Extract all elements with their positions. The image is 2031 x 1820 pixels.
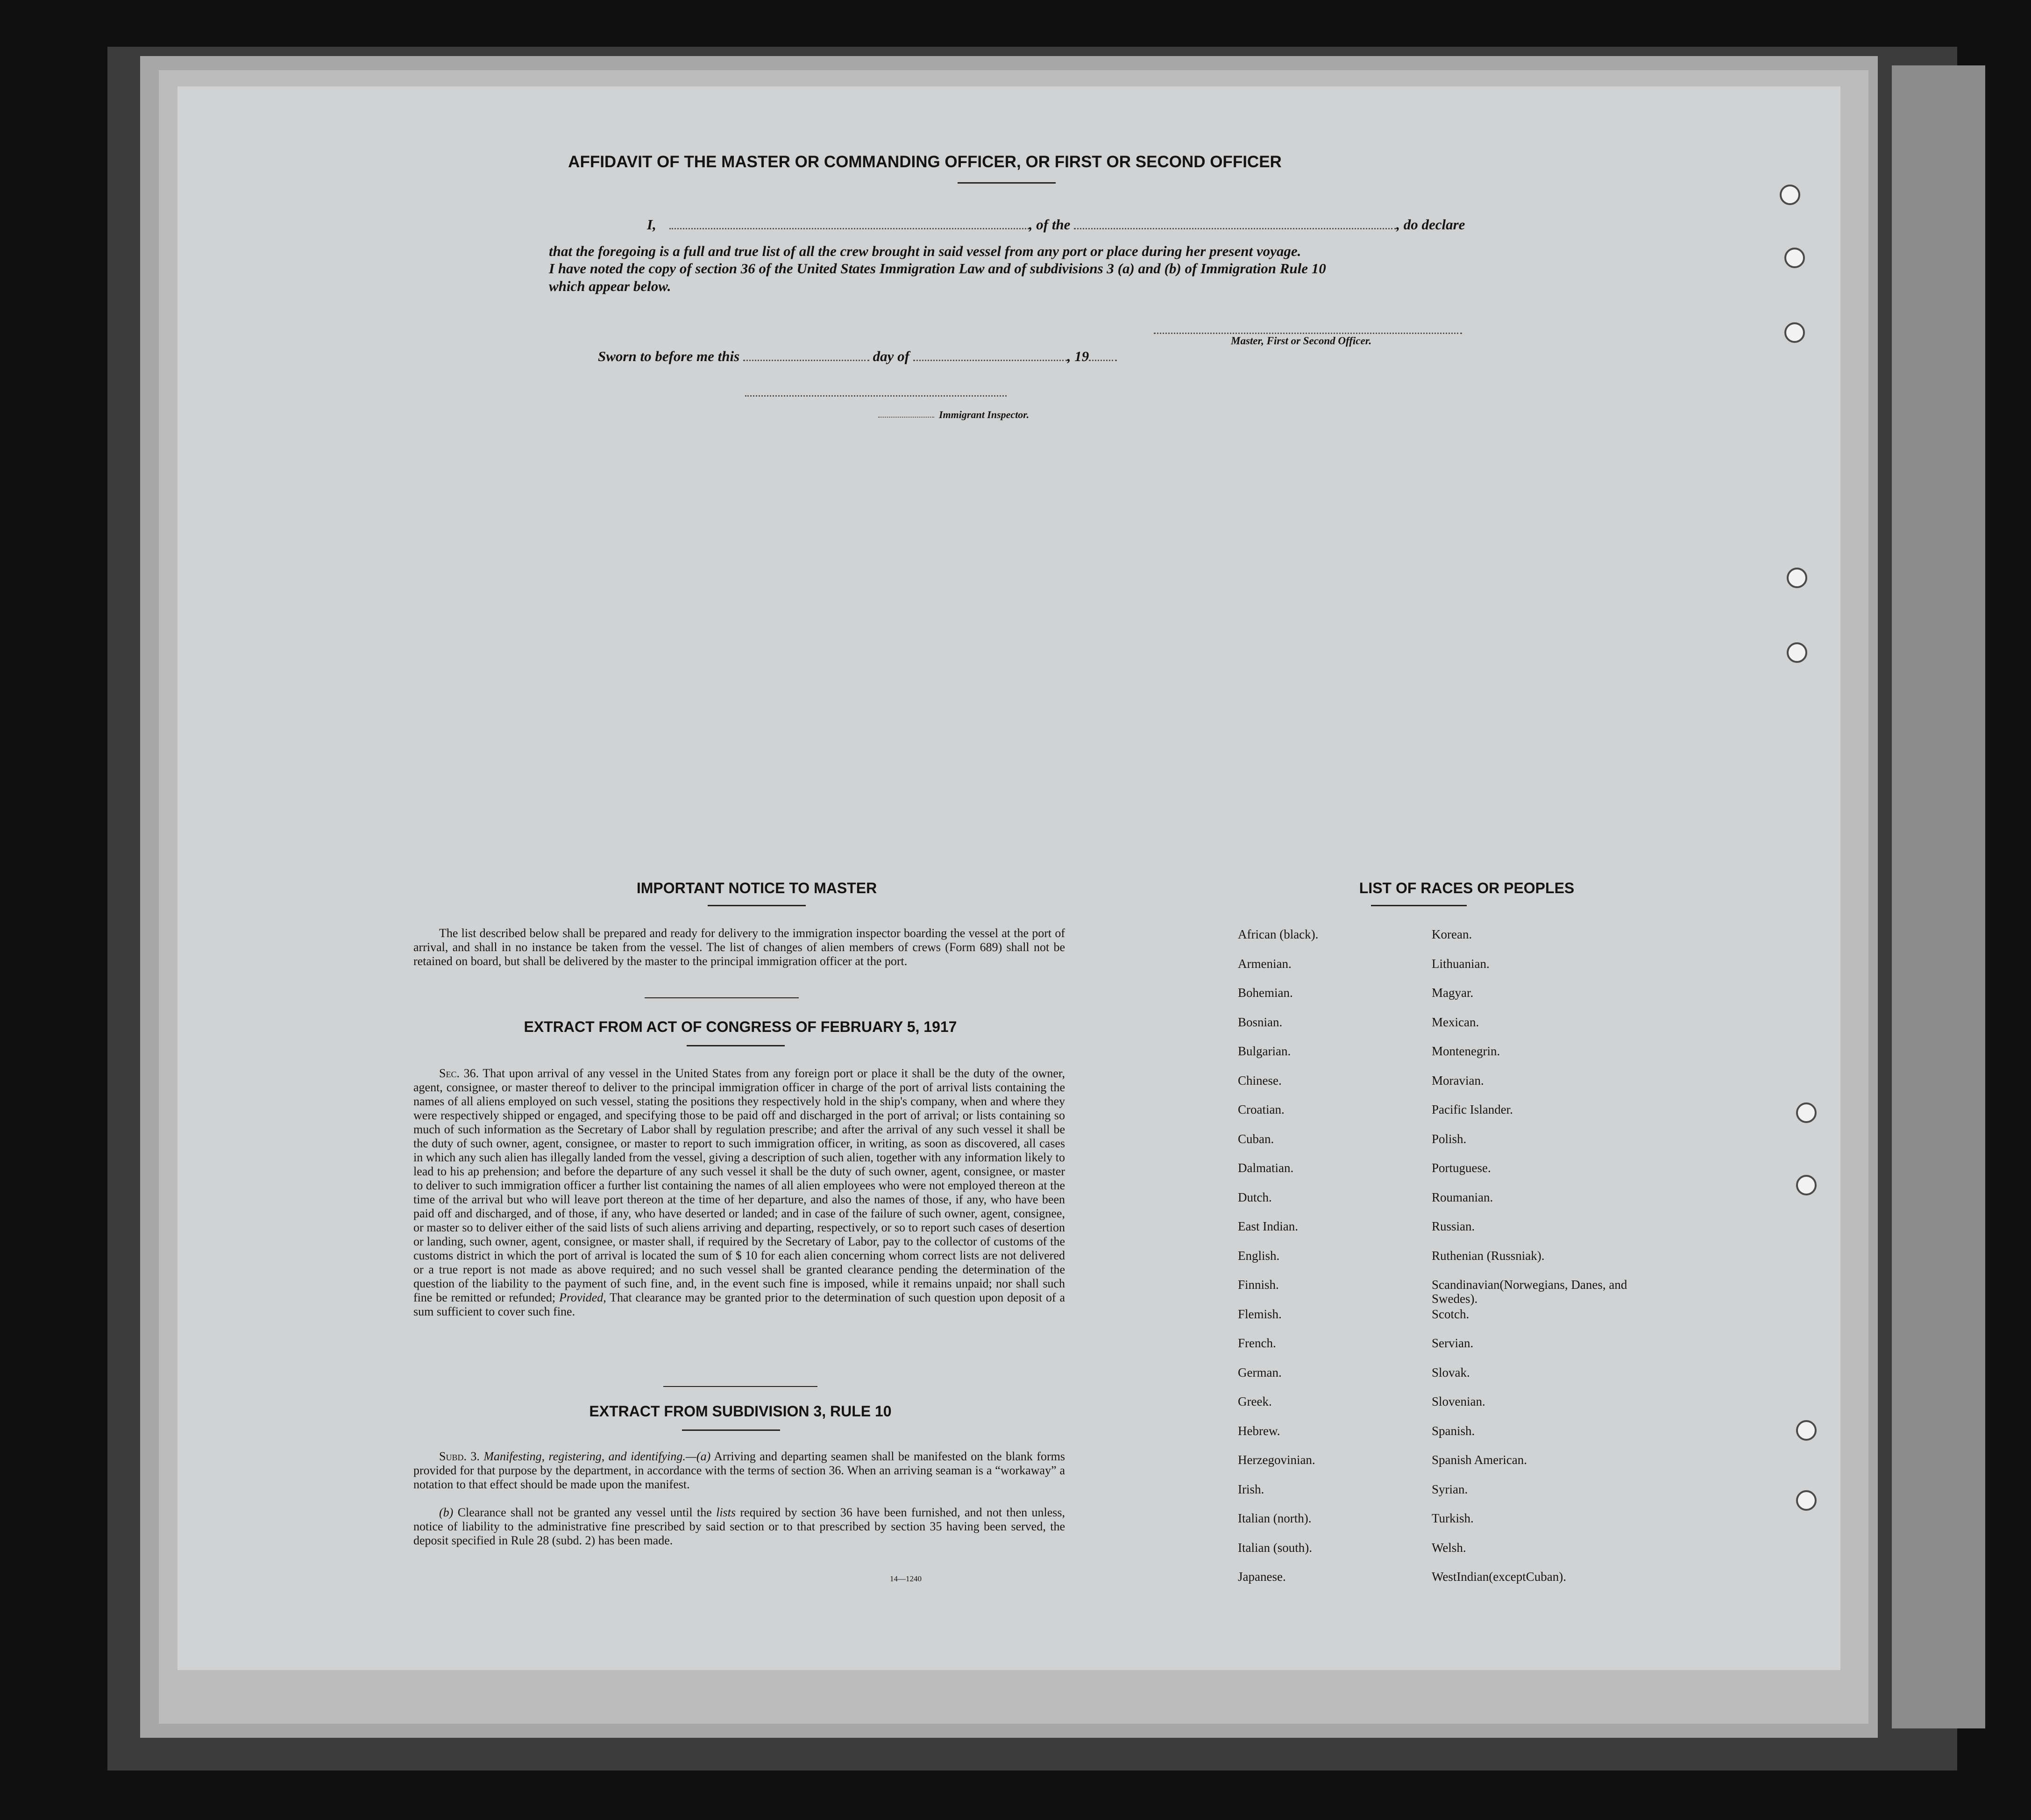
year-label: , 19	[1067, 348, 1089, 364]
section-label: Sec. 36.	[439, 1066, 479, 1080]
race-item: Bosnian.	[1238, 1015, 1283, 1029]
extract-act-underline	[687, 1045, 785, 1046]
lists-word: lists	[716, 1506, 736, 1519]
race-item: Ruthenian (Russniak).	[1432, 1248, 1545, 1263]
of-the-label: , of the	[1029, 216, 1071, 233]
race-item: Servian.	[1432, 1336, 1474, 1350]
race-item: Pacific Islander.	[1432, 1102, 1513, 1116]
affidavit-line-3: I have noted the copy of section 36 of the United States Immigration Law and of subdivisions 3 (a) and (b) of Immigration Rule 10	[549, 260, 1326, 277]
race-item: Scotch.	[1432, 1307, 1470, 1321]
race-item: Scandinavian(Norwegians, Danes, and Swedes).	[1432, 1278, 1627, 1306]
master-signature-caption: Master, First or Second Officer.	[1231, 335, 1372, 347]
race-item: Magyar.	[1432, 986, 1474, 1000]
notice-title-underline	[708, 905, 806, 906]
section-body: That upon arrival of any vessel in the United States from any foreign port or place it shall be the duty of the owner, agent, consignee, or master thereof to deliver to the principal immigration officer in charge of the port of arrival lists containing the names of all aliens employed on such vessel, stating the positions they respectively hold in the ship's company, when and where they were respectively shipped or engaged, and specifying those to be paid off and discharged in the port of arrival; or lists containing so much of such information as the Secretary of Labor shall by regulation prescribe; and after the arrival of any such vessel it shall be the duty of such owner, agent, consignee, or master to report to such immigration officer, in writing, as soon as discovered, all cases in which any such alien has illegally landed from the vessel, giving a description of such alien, together with any information likely to lead to his ap prehension; and before the departure of any such vessel it shall be the duty of such owner, agent, consignee, or master to deliver to such immigration officer a further list containing the names of all alien employees who were not employed thereon at the time of the arrival but who will leave port thereon at the time of her departure, and also the names of those, if any, who have been paid off and discharged, and of those, if any, who have deserted or landed; and in case of the failure of such owner, agent, consignee, or master so to deliver either of the said lists of such aliens arriving and departing, respectively, or so to report such cases of desertion or landing, such owner, agent, consignee, or master shall, if required by the Secretary of Labor, pay to the collector of customs of the customs district in which the port of arrival is located the sum of $ 10 for each alien concerning whom correct lists are not delivered or a true report is not made as above required; and no such vessel shall be granted clearance pending the determination of the question of the liability to the payment of such fine, and, in the event such fine is imposed, while it remains unpaid; nor shall such fine be remitted or refunded;	[413, 1066, 1065, 1304]
notice-title: IMPORTANT NOTICE TO MASTER	[636, 880, 877, 896]
race-item: Mexican.	[1432, 1015, 1479, 1029]
race-item: Montenegrin.	[1432, 1044, 1500, 1058]
race-item: Polish.	[1432, 1131, 1467, 1146]
race-item: Turkish.	[1432, 1511, 1474, 1525]
document-page	[178, 86, 1840, 1670]
race-item: Croatian.	[1238, 1102, 1285, 1116]
extract-rule-title: EXTRACT FROM SUBDIVISION 3, RULE 10	[589, 1403, 892, 1420]
sworn-month-field[interactable]	[913, 359, 1067, 361]
sworn-line	[598, 348, 1392, 365]
adjacent-page-edge	[1892, 65, 1985, 1728]
race-item: Korean.	[1432, 927, 1472, 941]
form-number: 14—1240	[890, 1574, 922, 1583]
race-item: Hebrew.	[1238, 1423, 1280, 1438]
do-declare-label: , do declare	[1396, 216, 1465, 233]
affidavit-line-2: that the foregoing is a full and true list of all the crew brought in said vessel from any port or place during her present voyage.	[549, 243, 1301, 259]
provided-word: Provided,	[559, 1291, 606, 1304]
race-item: Japanese.	[1238, 1570, 1286, 1584]
races-title-underline	[1371, 905, 1467, 906]
race-item: Chinese.	[1238, 1073, 1282, 1088]
notice-divider	[645, 997, 799, 998]
notice-text: The list described below shall be prepared and ready for delivery to the immigration inspector boarding the vessel at the port of arrival, and shall in no instance be taken from the vessel. The list of changes of alien members of crews (Form 689) shall not be retained on board, but shall be delivered by the master to the principal immigration officer at the port.	[413, 926, 1065, 968]
race-item: Spanish.	[1432, 1423, 1475, 1438]
sworn-day-field[interactable]	[743, 359, 869, 361]
race-item: Russian.	[1432, 1219, 1475, 1233]
race-item: German.	[1238, 1365, 1282, 1379]
race-item: Syrian.	[1432, 1482, 1468, 1496]
declarant-label: I,	[647, 216, 656, 233]
race-item: Portuguese.	[1432, 1161, 1491, 1175]
affidavit-line-1	[554, 216, 1647, 233]
subdivision-3a-text	[413, 1450, 1065, 1492]
races-right-column	[1432, 927, 1675, 1599]
punch-hole	[1796, 1420, 1817, 1441]
races-left-column	[1238, 927, 1457, 1599]
inspector-caption: Immigrant Inspector.	[939, 409, 1030, 420]
punch-hole	[1787, 568, 1807, 588]
subdivision-b-label: (b)	[439, 1506, 454, 1519]
race-item: WestIndian(exceptCuban).	[1432, 1570, 1566, 1584]
race-item: French.	[1238, 1336, 1276, 1350]
declarant-name-field[interactable]	[669, 228, 1029, 229]
race-item: Bohemian.	[1238, 986, 1293, 1000]
race-item: Bulgarian.	[1238, 1044, 1291, 1058]
race-item: Italian (south).	[1238, 1540, 1312, 1555]
section-36-text	[413, 1066, 1065, 1319]
section-body-end: That clearance may be granted prior to the determination of such question upon deposit of a sum sufficient to cover such fine.	[413, 1291, 1065, 1318]
race-item: Dutch.	[1238, 1190, 1272, 1204]
vessel-name-field[interactable]	[1074, 228, 1396, 229]
sworn-year-field[interactable]	[1089, 359, 1117, 361]
race-item: Cuban.	[1238, 1131, 1274, 1146]
race-item: Lithuanian.	[1432, 956, 1490, 971]
subdivision-b-body: Clearance shall not be granted any vessel until the	[457, 1506, 712, 1519]
punch-hole	[1796, 1175, 1817, 1195]
punch-hole	[1796, 1490, 1817, 1511]
race-item: Welsh.	[1432, 1540, 1466, 1555]
race-item: Italian (north).	[1238, 1511, 1312, 1525]
extract-act-title: EXTRACT FROM ACT OF CONGRESS OF FEBRUARY 5, 1917	[524, 1018, 957, 1035]
subdivision-heading: Manifesting, registering, and identifying.—(a)	[483, 1450, 711, 1463]
subdivision-b-body-end: required by section 36 have been furnished, and not then unless, notice of liability to the administrative fine prescribed by said section or to that prescribed by section 35 having been served, the deposit specified in Rule 28 (subd. 2) has been made.	[413, 1506, 1065, 1547]
race-item: Irish.	[1238, 1482, 1264, 1496]
race-item: African (black).	[1238, 927, 1319, 941]
sworn-before-label: Sworn to before me this	[598, 348, 740, 364]
race-item: Flemish.	[1238, 1307, 1282, 1321]
race-item: Roumanian.	[1432, 1190, 1493, 1204]
punch-hole	[1796, 1102, 1817, 1123]
day-of-label: day of	[873, 348, 909, 364]
race-item: Armenian.	[1238, 956, 1292, 971]
subdivision-label: Subd. 3.	[439, 1450, 480, 1463]
extract-rule-underline	[682, 1429, 780, 1431]
races-title: LIST OF RACES OR PEOPLES	[1359, 880, 1575, 896]
punch-hole	[1787, 642, 1807, 663]
race-item: East Indian.	[1238, 1219, 1298, 1233]
master-signature-field[interactable]	[1154, 332, 1462, 334]
race-item: English.	[1238, 1248, 1280, 1263]
race-item: Slovenian.	[1432, 1394, 1485, 1408]
punch-hole	[1784, 248, 1805, 268]
subdivision-3b-text	[413, 1506, 1065, 1548]
inspector-dots	[878, 416, 934, 418]
subdivision-a-body: Arriving and departing seamen shall be manifested on the blank forms provided for that purpose by the department, in accordance with the terms of section 36. When an arriving seaman is a “workaway” a notation to that effect should be made upon the manifest.	[413, 1450, 1065, 1491]
race-item: Dalmatian.	[1238, 1161, 1294, 1175]
race-item: Herzegovinian.	[1238, 1453, 1315, 1467]
affidavit-title: AFFIDAVIT OF THE MASTER OR COMMANDING OFFICER, OR FIRST OR SECOND OFFICER	[568, 153, 1282, 171]
race-item: Moravian.	[1432, 1073, 1484, 1088]
punch-hole	[1780, 185, 1800, 205]
race-item: Greek.	[1238, 1394, 1272, 1408]
title-underline	[958, 182, 1056, 184]
affidavit-line-4: which appear below.	[549, 278, 671, 294]
race-item: Finnish.	[1238, 1278, 1279, 1292]
punch-hole	[1784, 322, 1805, 343]
race-item: Slovak.	[1432, 1365, 1470, 1379]
race-item: Spanish American.	[1432, 1453, 1527, 1467]
extract-divider	[663, 1386, 817, 1387]
inspector-signature-field[interactable]	[745, 395, 1007, 397]
